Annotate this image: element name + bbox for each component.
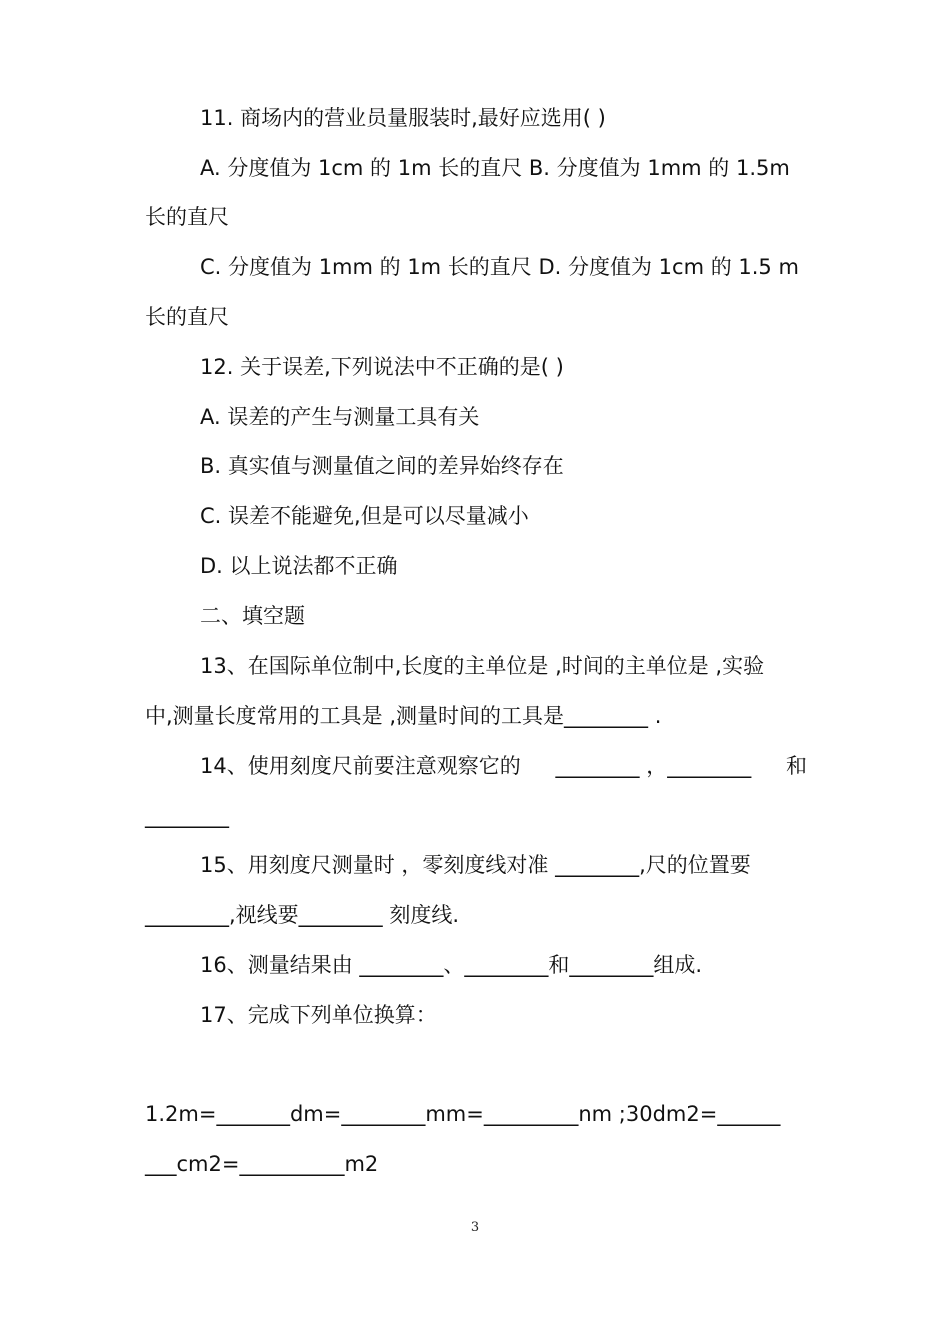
question-11-options-ab-continued: 长的直尺 — [145, 205, 229, 229]
question-14-continued: ________ — [145, 804, 229, 828]
question-14-blanks: ________ ，________ — [555, 754, 752, 778]
question-15-continued: ________,视线要________ 刻度线. — [145, 903, 460, 927]
question-11-options-cd: C. 分度值为 1mm 的 1m 长的直尺 D. 分度值为 1cm 的 1.5 m — [200, 255, 799, 279]
question-12-option-b: B. 真实值与测量值之间的差异始终存在 — [200, 454, 564, 478]
page-number: 3 — [470, 1220, 480, 1235]
question-13: 13、在国际单位制中,长度的主单位是 ,时间的主单位是 ,实验 — [200, 654, 765, 678]
question-12-option-c: C. 误差不能避免,但是可以尽量减小 — [200, 504, 529, 528]
question-15: 15、用刻度尺测量时 ，零刻度线对准 ________,尺的位置要 — [200, 853, 751, 877]
question-11: 11. 商场内的营业员量服装时,最好应选用( ) — [200, 106, 606, 130]
question-16: 16、测量结果由 ________、________和________组成. — [200, 953, 703, 977]
question-17-conversion-line-1: 1.2m=_______dm=________mm=_________nm ;30dm2=______ — [145, 1102, 781, 1126]
question-17: 17、完成下列单位换算： — [200, 1003, 437, 1027]
question-14-text: 14、使用刻度尺前要注意观察它的 — [200, 754, 521, 778]
question-17-conversion-line-2: ___cm2=__________m2 — [145, 1152, 379, 1176]
question-14 — [200, 751, 807, 781]
question-11-options-ab: A. 分度值为 1cm 的 1m 长的直尺 B. 分度值为 1mm 的 1.5m — [200, 156, 790, 180]
question-14-and: 和 — [785, 754, 807, 778]
question-12-option-d: D. 以上说法都不正确 — [200, 554, 398, 578]
question-13-continued: 中,测量长度常用的工具是 ,测量时间的工具是________ . — [145, 704, 662, 728]
question-12-option-a: A. 误差的产生与测量工具有关 — [200, 405, 480, 429]
question-11-options-cd-continued: 长的直尺 — [145, 305, 229, 329]
section-heading-fill-in: 二、填空题 — [200, 604, 305, 628]
question-12: 12. 关于误差,下列说法中不正确的是( ) — [200, 355, 564, 379]
